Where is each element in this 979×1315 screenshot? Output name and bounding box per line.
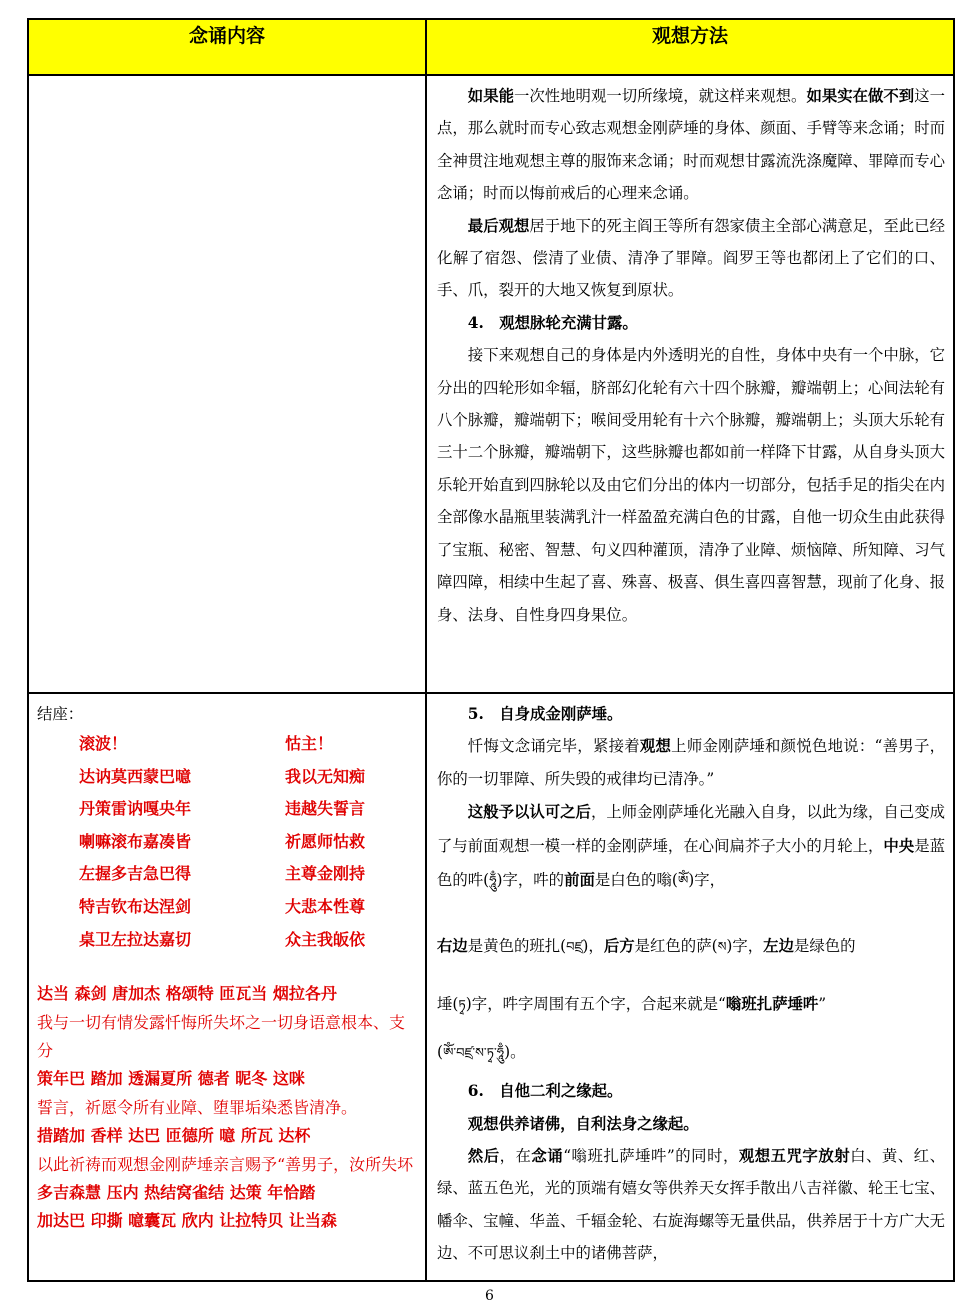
transliteration-line: 达当 森剑 唐加杰 格颂特 匝瓦当 烟拉各丹 bbox=[37, 984, 337, 1004]
row1-left-empty bbox=[28, 75, 426, 693]
paragraph: 如果能一次性地明观一切所缘境，就这样来观想。如果实在做不到这一点，那么就时而专心致志观想金刚萨埵的身体、颜面、手臂等来念诵；时而全神贯注地观想主尊的服饰来念诵；时而观想甘露流洗涤魔障、罪障而专心念诵；时而以悔前戒后的心理来念诵。 bbox=[437, 87, 945, 203]
row2-left-cell bbox=[28, 693, 426, 1281]
document-table bbox=[27, 18, 955, 1282]
tibetan-hum: ཧཱུྃ bbox=[489, 874, 497, 890]
paragraph: 接下来观想自己的身体是内外透明光的自性，身体中央有一个中脉，它分出的四轮形如伞辐，脐部幻化轮有六十四个脉瓣，瓣端朝上；心间法轮有八个脉瓣，瓣端朝下；喉间受用轮有十六个脉瓣，瓣端朝上；头顶大乐轮有三十二个脉瓣，瓣端朝下，这些脉瓣也都如前一样降下甘露，从自身头顶大乐轮开始直到四脉轮以及由它们分出的体内一切部分，包括手足的指尖在内全部像水晶瓶里装满乳汁一样盈盈充满白色的甘露，自他一切众生由此获得了宝瓶、秘密、智慧、句义四种灌顶，清净了业障、烦恼障、所知障、习气障四障，相续中生起了喜、殊喜、极喜、俱生喜四喜智慧，现前了化身、报身、法身、自性身四身果位。 bbox=[437, 346, 945, 624]
row-2 bbox=[28, 693, 954, 1281]
verse-line: 达讷莫西蒙巴噫 bbox=[79, 766, 192, 786]
paragraph: 右边是黄色的班扎(བཛྲ)，后方是红色的萨(ས)字，左边是绿色的 bbox=[437, 937, 856, 956]
verse-line: 桌卫左拉达嘉切 bbox=[79, 929, 192, 949]
verse-translation: 主尊金刚持 bbox=[285, 864, 366, 884]
translation-line: 誓言，祈愿令所有业障、堕罪垢染悉皆清净。 bbox=[37, 1097, 358, 1117]
transliteration-line: 加达巴 印撕 噫囊瓦 欣内 让拉特贝 让当森 bbox=[37, 1211, 337, 1231]
translation-line: 以此祈祷而观想金刚萨埵亲言赐予“善男子，汝所失坏 bbox=[37, 1154, 414, 1174]
section-heading: 4. 观想脉轮充满甘露。 bbox=[467, 313, 638, 332]
verse-translation: 违越失誓言 bbox=[285, 799, 366, 819]
row1-right-cell bbox=[426, 75, 954, 693]
paragraph: (ཨོཾ་བཛྲ་ས་ཏྭ་ཧཱུྃ)。 bbox=[437, 1043, 526, 1062]
paragraph: 然后，在念诵“嗡班扎萨埵吽”的同时，观想五咒字放射白、黄、红、绿、蓝五色光，光的顶端有嬉女等供养天女挥手散出八吉祥徽、轮王七宝、幡伞、宝幢、华盖、千辐金轮、右旋海螺等无量供品，供养居于十方广大无边、不可思议刹土中的诸佛菩萨， bbox=[437, 1147, 945, 1263]
paragraph: 埵(ཏྭ)字，吽字周围有五个字，合起来就是“嗡班扎萨埵吽” bbox=[437, 995, 827, 1014]
verse-line: 丹策雷讷嘎央年 bbox=[79, 799, 192, 819]
header-recitation: 念诵内容 bbox=[28, 19, 426, 75]
verse-translation: 怙主！ bbox=[285, 734, 334, 753]
row-1 bbox=[28, 75, 954, 693]
paragraph: 最后观想居于地下的死主阎王等所有怨家债主全部心满意足，至此已经化解了宿怨、偿清了业债、清净了罪障。阎罗王等也都闭上了它们的口、手、爪，裂开的大地又恢复到原状。 bbox=[437, 216, 945, 300]
transliteration-line: 措踏加 香样 达巴 匝德所 噫 所瓦 达杯 bbox=[37, 1126, 311, 1146]
verse-grid bbox=[37, 728, 419, 956]
paragraph: 这般予以认可之后，上师金刚萨埵化光融入自身，以此为缘，自己变成了与前面观想一模一样的金刚萨埵，在心间扁芥子大小的月轮上，中央是蓝色的吽(ཧཱུྃ)字，吽的前面是白色的嗡(ཨོཾ)字， bbox=[437, 803, 945, 890]
verse-line: 滚波！ bbox=[79, 734, 128, 753]
paragraph: 忏悔文念诵完毕，紧接着观想上师金刚萨埵和颜悦色地说：“善男子，你的一切罪障、所失毁的戒律均已清净。” bbox=[437, 737, 945, 788]
tibetan-sa: ས bbox=[717, 940, 727, 956]
section-heading: 5. 自身成金刚萨埵。 bbox=[467, 705, 623, 723]
verse-line: 喇嘛滚布嘉凑皆 bbox=[79, 831, 192, 851]
header-visualization: 观想方法 bbox=[426, 19, 954, 75]
verse-translation: 众主我皈依 bbox=[285, 929, 366, 949]
tibetan-tva: ཏྭ bbox=[458, 998, 466, 1014]
page-number: 6 bbox=[485, 1288, 494, 1304]
section-heading: 6. 自他二利之缘起。 bbox=[467, 1082, 623, 1101]
verse-translation: 大悲本性尊 bbox=[285, 896, 366, 916]
closing-label: 结座： bbox=[37, 705, 84, 723]
verse-translation: 我以无知痴 bbox=[285, 766, 366, 786]
tibetan-om: ཨོཾ bbox=[677, 874, 689, 890]
verse-line: 左握多吉急巴得 bbox=[79, 864, 192, 884]
translation-line: 我与一切有情发露忏悔所失坏之一切身语意根本、支分 bbox=[37, 1012, 406, 1060]
section-heading: 观想供养诸佛，自利法身之缘起。 bbox=[467, 1114, 699, 1133]
tibetan-mantra: ཨོཾ་བཛྲ་ས་ཏྭ་ཧཱུྃ bbox=[443, 1046, 505, 1062]
header-row bbox=[28, 19, 954, 75]
transliteration-line: 策年巴 踏加 透漏夏所 德者 昵冬 这咪 bbox=[37, 1069, 305, 1089]
transliteration-line: 多吉森慧 压内 热结窝雀结 达策 年恰踏 bbox=[37, 1183, 316, 1202]
verse-line: 特吉钦布达涅剑 bbox=[79, 896, 192, 916]
verse-translation: 祈愿师怙救 bbox=[285, 831, 366, 851]
tibetan-vajra: བཛྲ bbox=[566, 940, 583, 956]
row2-right-cell bbox=[426, 693, 954, 1281]
